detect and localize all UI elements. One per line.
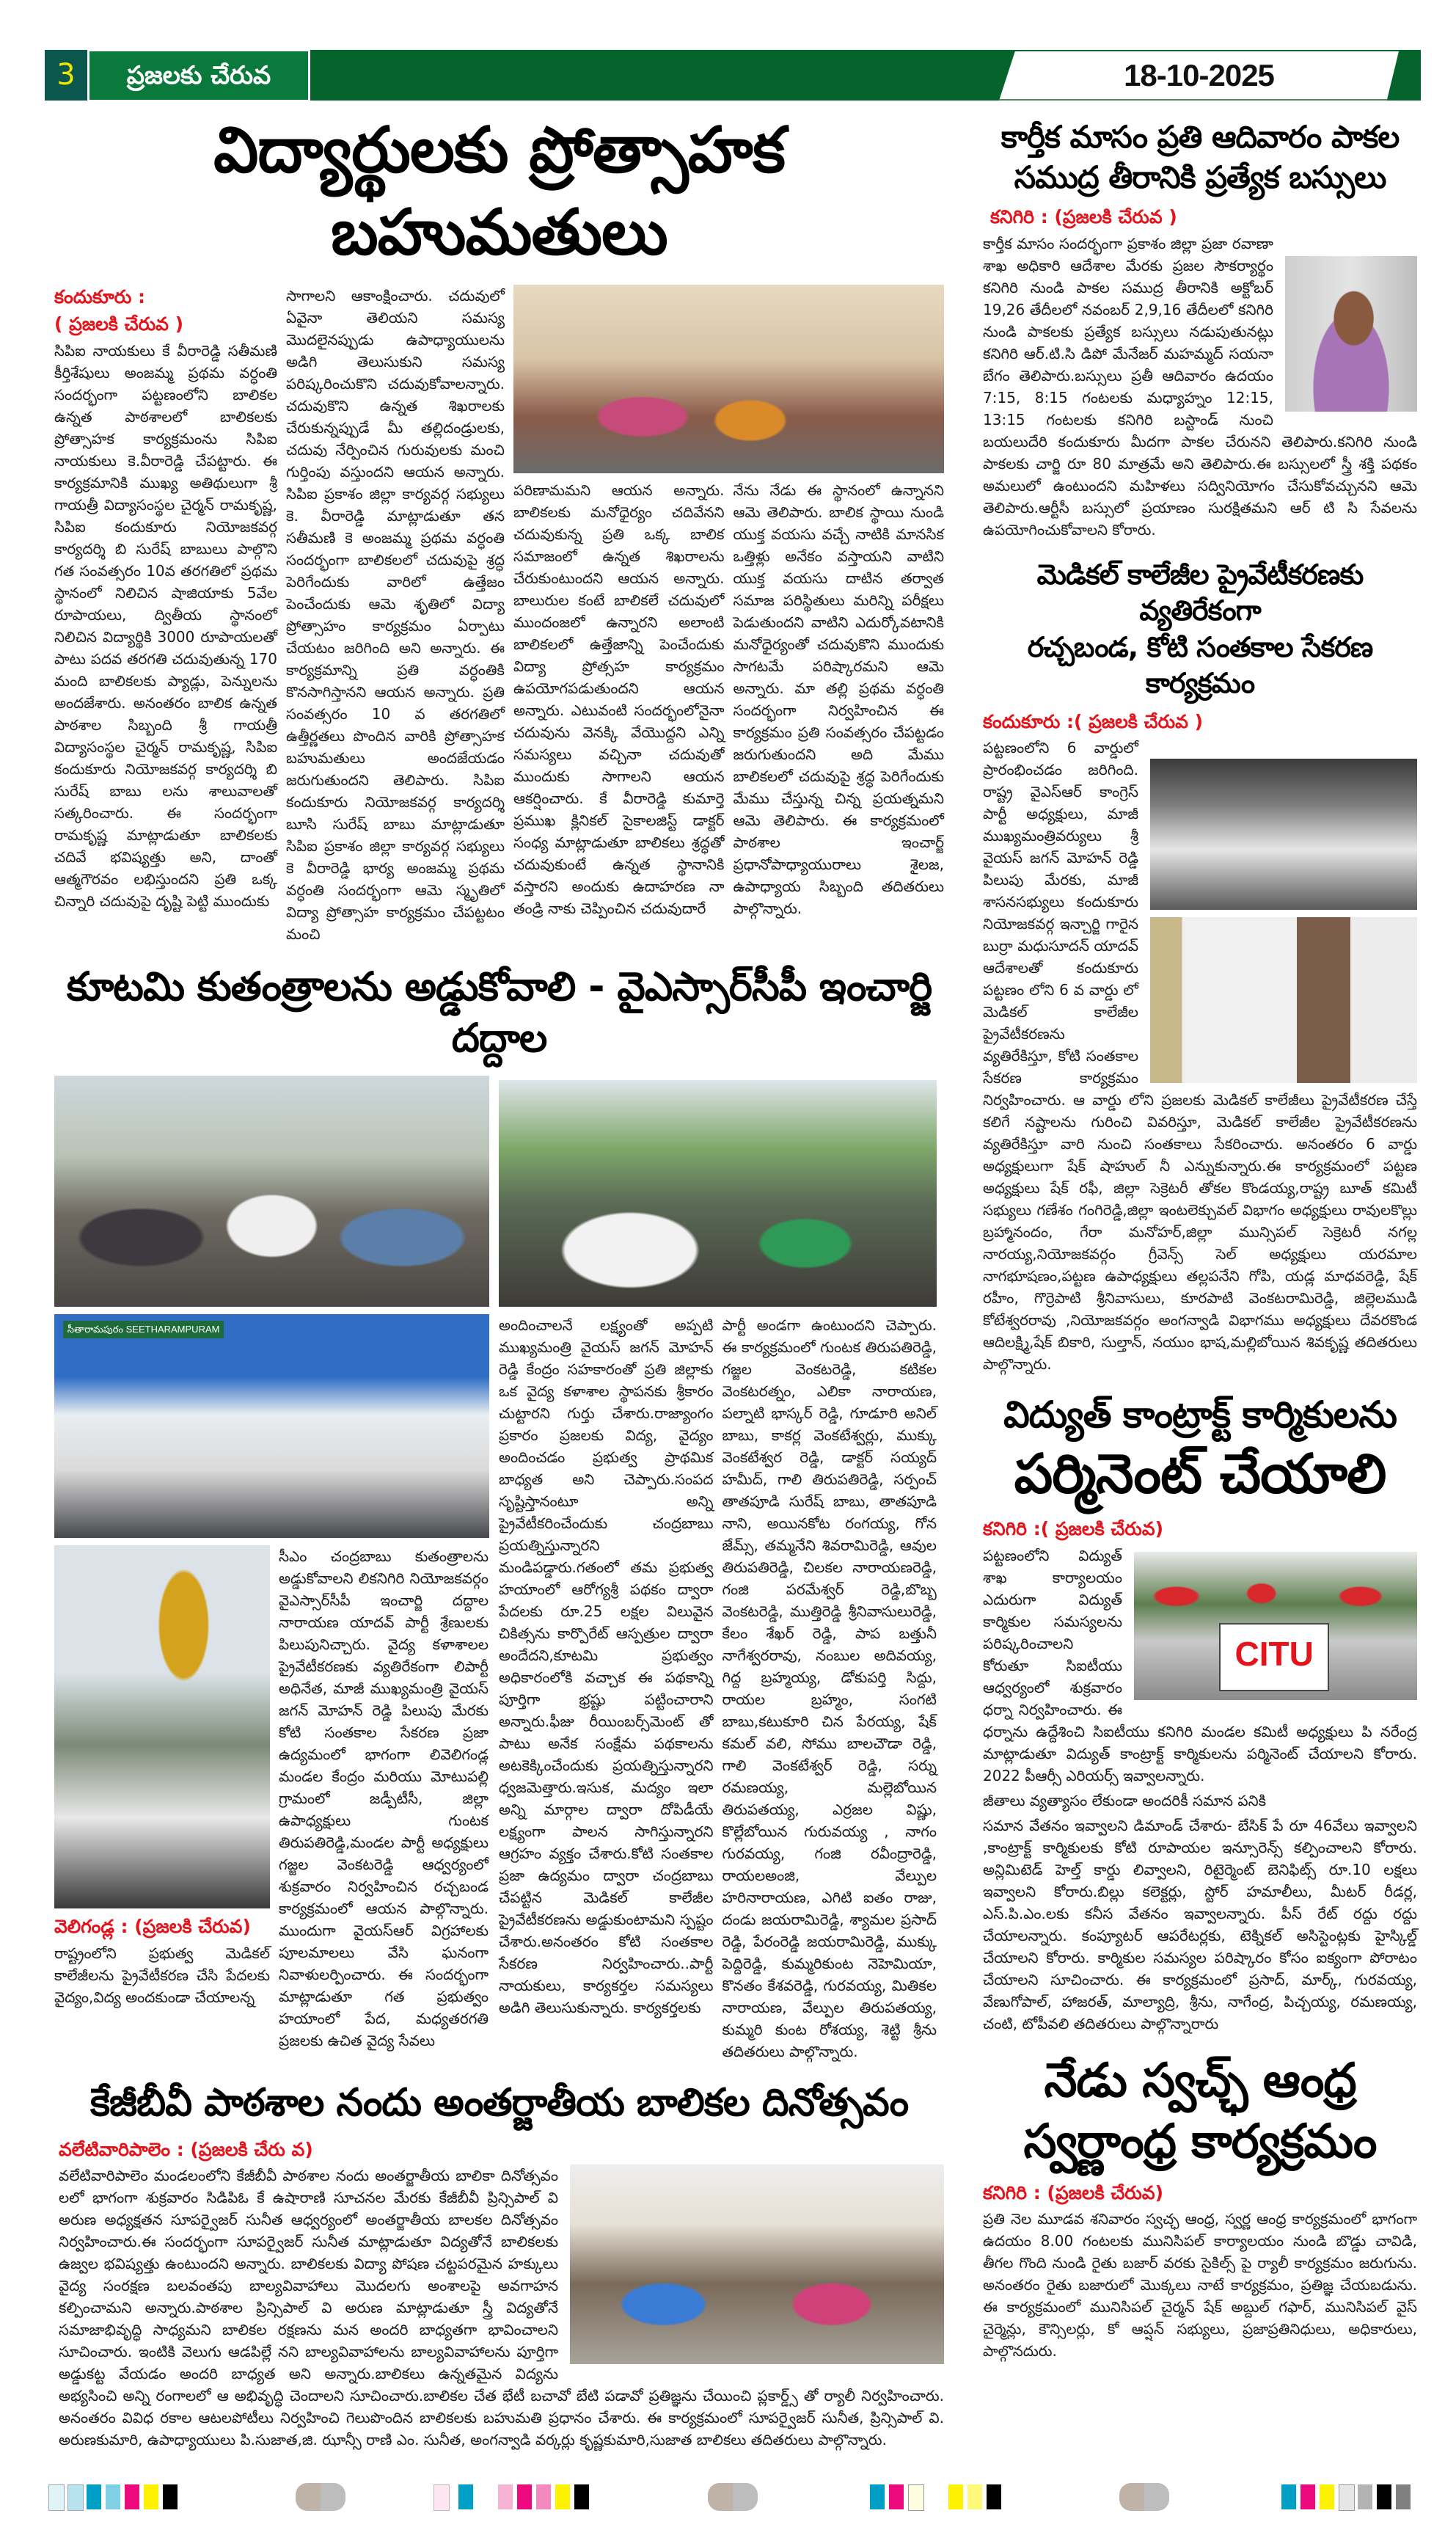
citu-banner-text: CITU: [1234, 1635, 1314, 1674]
article-column: పరిణామమని ఆయన అన్నారు. బాలికలకు మనోధైర్యం చదివేనని చదువుకున్న ప్రతి ఒక్క బాలిక సమాజంలో ఉన్నత శిఖరాలను చేరుకుంటుందని ఆయన అన్నారు. బాలురుల కంటే బాలికలే చదువులో ముందంజలో ఉన్నారని అలాంటి బాలికలలో ఉత్తేజాన్ని పెంచేందుకు విద్యా ప్రోత్సహ కార్యక్రమం ఉపయోగపడుతుందని ఆయన అన్నారు. ఎటువంటి సందర్భంలోనైనా చదువును వెనక్కి వేయొద్దని ఎన్ని సమస్యలు వచ్చినా చదువుతో ముందుకు సాగాలని ఆయన ఆకర్షించారు. కే వీరారెడ్డి కుమార్తె ప్రముఖ క్లినికల్ సైకాలజిస్ట్ డాక్టర్ సంధ్య మాట్లాడుతూ బాలికలు శ్రద్ధతో చదువుకుంటే ఉన్నత స్థానానికి వస్తారని అందుకు ఉదాహరణ నా తండ్రి నాకు చెప్పించిన చదువుదారే: [513, 481, 725, 917]
registration-pill: [1119, 2483, 1169, 2511]
color-swatch: [870, 2484, 885, 2509]
article-text: కార్తీక మాసం సందర్భంగా ప్రకాశం జిల్లా ప్రజా రవాణా శాఖ అధికారి ఆదేశాల మేరకు ప్రజల సౌకర్యార్థం కనిగిరి నుండి పాకల సముద్ర తీరానికి అక్టోబర్ 19,26 తేదీలలో నవంబర్ 2,9,16 తేదీలలో కనిగిరి నుండి పాకలకు ప్రత్యేక బస్సులు నడుపుతునట్లు కనిగిరి ఆర్.టి.సి డిపో మేనేజర్ మహమ్మద్ సయనా బేగం తెలిపారు.బస్సులు ప్రతీ ఆదివారం ఉదయం 7:15, 8:15 గంటలకు మధ్యాహ్నం 12:15, 13:15 గంటలకు కనిగిరి బస్టాండ్ నుంచి బయలుదేరి కందుకూరు మీదగా పాకల చేరునని తెలిపారు.కనిగిరి నుండి పాకలకు చార్జి రూ 80 మాత్రమే అని తెలిపారు.ఈ బస్సులలో స్త్రీ శక్తి పథకం అమలులో ఉంటుందని మహిళలు సద్వినియోగం చేసుకోవచ్చునని ఆమె తెలిపారు.ఆర్టీసీ బస్సులో ప్రయాణం సురక్షితమని ఆర్ టి సి సేవలను ఉపయోగించుకోవాలని కోరారు.: [983, 234, 1417, 539]
photo-girls-rally: [570, 2165, 944, 2364]
article-column: రాష్ట్రంలోని ప్రభుత్వ మెడికల్ కాలేజీలను ప్రైవేటీకరణ చేసి పేదలకు వైద్యం,విద్య అందకుండా చేయాలన్న: [54, 1944, 270, 2006]
photo-stack: [1150, 759, 1417, 1083]
article-students: [54, 285, 944, 948]
dateline-place: కందుకూరు :: [54, 285, 145, 307]
color-swatch: [1377, 2484, 1391, 2509]
color-swatch: [908, 2484, 924, 2511]
color-swatch: [987, 2484, 1001, 2509]
photo-statue-garlanding: [54, 1076, 489, 1307]
ysrcp-left-half: [54, 1076, 489, 2054]
article-buses: [983, 233, 1417, 544]
issue-date: 18-10-2025: [1124, 58, 1274, 92]
page-number: 3: [45, 50, 87, 101]
photo-depot-manager: [1285, 256, 1417, 412]
masthead: [0, 0, 1456, 110]
color-swatch: [1339, 2484, 1355, 2511]
color-swatch: [163, 2484, 178, 2509]
color-swatch: [517, 2484, 532, 2509]
headline-swachh: [983, 2051, 1417, 2173]
ysrcp-statue-column: [54, 1545, 270, 2011]
registration-pill: [708, 2483, 758, 2511]
headline-line: నేడు స్వచ్ఛ్ ఆంధ్ర: [1044, 2054, 1356, 2109]
dateline-buses: కనిగిరి : (ప్రజలకి చేరువ ): [990, 206, 1177, 228]
color-swatch: [967, 2484, 982, 2509]
article-column: సీఎం చంద్రబాబు కుతంత్రాలను అడ్డుకోవాలని లికనిగిరి నియోజకవర్గం వైఎస్సార్‌సీపీ ఇంచార్జి దద్దాల నారాయణ యాదవ్ పార్టీ శ్రేణులకు పిలుపునిచ్చారు. వైద్య కళాశాలల ప్రైవేటీకరణకు వ్యతిరేకంగా లిపార్టీ అధినేత, మాజీ ముఖ్యమంత్రి వైయస్ జగన్ మోహన్ రెడ్డి పిలుపు మేరకు కోటి సంతకాల సేకరణ ప్రజా ఉద్యమంలో భాగంగా లివెలిగండ్ల మండల కేంద్రం మరియు మోటుపల్లి గ్రామంలో జడ్పీటీసీ, జిల్లా ఉపాధ్యక్షులు గుంటక తిరుపతిరెడ్డి,మండల పార్టీ అధ్యక్షులు గజ్జల వెంకటరెడ్డి ఆధ్వర్యంలో శుక్రవారం నిర్వహించిన రచ్చబండ కార్యక్రమంలో ఆయన పాల్గొన్నారు. ముందుగా వైయస్ఆర్ విగ్రహాలకు పూలమాలలు వేసి ఘనంగా నివాళులర్పించారు. ఈ సందర్భంగా మాట్లాడుతూ గత ప్రభుత్వం హయాంలో పేద, మధ్యతరగతి ప్రజలకు ఉచిత వైద్య సేవలు: [279, 1547, 489, 2049]
article-column: అందించాలనే లక్ష్యంతో అప్పటి ముఖ్యమంత్రి వైయస్ జగన్ మోహన్ రెడ్డి కేంద్రం సహకారంతో ప్రతి జిల్లాకు ఒక వైద్య కళాశాల స్థాపనకు శ్రీకారం చుట్టారని గుర్తు చేశారు.రాజ్యాంగం ప్రకారం ప్రజలకు విద్య, వైద్యం అందించడం ప్రభుత్వ ప్రాథమిక బాధ్యత అని చెప్పారు.సంపద సృష్టిస్తానంటూ అన్ని ప్రైవేటీకరించేందుకు చంద్రబాబు ప్రయత్నిస్తున్నారని మండిపడ్డారు.గతంలో తమ ప్రభుత్వ హయాంలో ఆరోగ్యశ్రీ పథకం ద్వారా పేదలకు రూ.25 లక్షల విలువైన చికిత్సను కార్పొరేట్ ఆస్పత్రుల ద్వారా అందేదని,కూటమి ప్రభుత్వం అధికారంలోకి వచ్చాక ఈ పథకాన్ని పూర్తిగా భ్రష్టు పట్టించారాని అన్నారు.ఫీజు రీయింబర్స్‌మెంట్ తో పాటు అనేక సంక్షేమ పథకాలను అటకెక్కించేందుకు ప్రయత్నిస్తున్నారని ధ్వజమెత్తారు.ఇసుక, మద్యం ఇలా అన్ని మార్గాల ద్వారా దోపిడీయే లక్ష్యంగా పాలన సాగిస్తున్నారని ఆగ్రహం వ్యక్తం చేశారు.కోటి సంతకాల ప్రజా ఉద్యమం ద్వారా చంద్రబాబు చేపట్టిన మెడికల్ కాలేజీల ప్రైవేటీకరణను అడ్డుకుంటామని స్పష్టం చేశారు.అనంతరం కోటి సంతకాల సేకరణ నిర్వహించారు..పార్టీ నాయకులు, కార్యకర్తల సమస్యలు అడిగి తెలుసుకున్నారు. కార్యకర్తలకు: [499, 1316, 714, 2016]
color-swatch: [1396, 2484, 1411, 2509]
headline-line: మెడికల్ కాలేజీల ప్రైవేటీకరణకు వ్యతిరేకంగా: [1036, 558, 1364, 627]
color-swatch: [144, 2484, 158, 2509]
headline-line: రచ్చబండ, కోటి సంతకాల సేకరణ కార్యక్రమం: [1027, 630, 1373, 700]
headline-buses: [983, 117, 1417, 197]
right-column: [983, 110, 1417, 2365]
dateline-swachh: కనిగిరి : (ప్రజలకి చేరువ): [983, 2181, 1164, 2203]
article-medical: [983, 737, 1417, 1378]
article-paragraph: జీతాలు వ్యత్యాసం లేకుండా అందరికీ సమాన పనికి: [983, 1792, 1267, 1810]
ysrcp-right-columns: [499, 1314, 937, 2065]
color-swatch: [555, 2484, 570, 2509]
article-column: పార్టీ అండగా ఉంటుందని చెప్పారు. ఈ కార్యక్రమంలో గుంటక తిరుపతిరెడ్డి, గజ్జల వెంకటరెడ్డి, కటికల వెంకటరత్నం, ఎలికా నారాయణ, పల్నాటి భాస్కర్ రెడ్డి, గూడూరి అనిల్ బాబు, కాకర్ల వెంకటేశ్వర్లు, ముక్కు వెంకటేశ్వర రెడ్డి, డాక్టర్ సయ్యద్ హమీద్, గాలి తిరుపతిరెడ్డి, సర్పంచ్ తాతపూడి సురేష్ బాబు, తాతపూడి నాని, అయినకోట రంగయ్య, గోన జేమ్స్, తమ్మనేని శివరామిరెడ్డి, ఆవుల తిరుపతిరెడ్డి, చిలకల నారాయణరెడ్డి, గంజి పరమేశ్వర్ రెడ్డి,బొబ్బ వెంకటరెడ్డి, ముత్తిరెడ్డి శ్రీనివాసులురెడ్డి, కేలం శేఖర్ రెడ్డి, పాప బత్తునీ నాగేశ్వరరావు, నంబుల అదివయ్య, గిద్ద బ్రహ్మయ్య, డోకుపర్తి సిద్దు, రాయల బ్రహ్మం, సంగటి బాబు,కటుకూరి చిన పేరయ్య, షేక్ కమల్ వలి, సోము బాలచౌడా రెడ్డి, గాలి వెంకటేశ్వర్ రెడ్డి, సర్ను రమణయ్య, మల్లెబోయిన తిరుపతయ్య, ఎర్రజల విష్ణు, కొల్లేబోయిన గురువయ్య , నాగం గురవయ్య, గంజి రవీంద్రారెడ్డి, రాయలఅంజి, వేల్పుల హరినారాయణ, ఎగిటి ఐతం రాజు, దండు జయరామిరెడ్డి, శ్యామల ప్రసాద్ రెడ్డి, పేరంరెడ్డి జయరామిరెడ్డి, ముక్కు పెద్దిరెడ్డి, కుమ్మరికుంట నెహెమియా, కొనతం కేశవరెడ్డి, గురవయ్య, మితికల నారాయణ, వేల్పుల తిరుపతయ్య, కుమ్మరి కుంట రోశయ్య, శెట్టి శ్రీను తదితరులు పాల్గొన్నారు.: [722, 1316, 937, 2060]
color-swatch: [1281, 2484, 1296, 2509]
article-text: వలేటివారిపాలెం మండలంలోని కేజీబీవీ పాఠశాల నందు అంతర్జాతీయ బాలికా దినోత్సవం లలో భాగంగా శుక్రవారం సిడిపిఓ కే ఉషారాణి సూచనల మేరకు కేజీబీవీ ప్రిన్సిపాల్ వి అరుణ అధ్యక్షతన సూపర్వైజర్ సునీత ఆధ్వర్యంలో అంతర్జాతీయ బాలకల దినోత్సవం నిర్వహించారు.ఈ సందర్భంగా సూపర్వైజర్ సునీత మాట్లాడుతూ విద్యతోనే బాలికలకు ఉజ్వల భవిష్యత్తు ఉంటుందని అన్నారు. బాలికలకు విద్యా పోషణ చట్టపరమైన హక్కులు వైద్య సంరక్షణ బలవంతపు బాల్యవివాహాలు మొదలగు అంశాలపై అవగాహన కల్పించామని అన్నారు.పాఠశాల ప్రిన్సిపాల్ వి అరుణ మాట్లాడుతూ స్త్రీ విద్యతోనే సమాజాభివృద్ధి సాధ్యమని బాలికల రక్షణను మన అందరి బాధ్యతగా భావించాలని సూచించారు. ఇంటికి వెలుగు ఆడపిల్లే నని బాల్యవివాహాలను బాల్యవివాహాలను పూర్తిగా అడ్డుకట్ట వేయడం అందరి బాధ్యత అని అన్నారు.బాలికలు ఉన్నతమైన విద్యను అభ్యసించి అన్ని రంగాలలో ఆ అభివృద్ధి చెందాలని సూచించారు.బాలికల చేత భేటీ బచావో బేటి పడావో ప్రతిజ్ఞను చేయించి ప్లకార్డ్స్ తో ర్యాలీ నిర్వహించారు. అనంతరం వివిధ రకాల ఆటలపోటీలు నిర్వహించి గెలుపొందిన బాలికలకు బహుమతి ప్రధానం చేశారు. ఈ కార్యక్రమంలో సూపర్వైజర్ సునీత, ప్రిన్సిపాల్ వి. అరుణకుమారి, ఉపాధ్యాయులు పి.సుజాత,జి. ఝాన్సీ రాణి ఎం. సునీత, అంగన్వాడి వర్కర్లు కృష్ణకుమారి,సుజాత బాలికలు తదితరులు పాల్గొన్నారు.: [59, 2167, 944, 2449]
students-lower-columns: [513, 479, 944, 922]
dateline-electricity: కనిగిరి :( ప్రజలకి చేరువ): [983, 1518, 1164, 1540]
headline-students: విద్యార్థులకు ప్రోత్సాహక బహుమతులు: [213, 114, 785, 269]
article-text: పట్టణంలోని 6 వార్డులో ప్రారంభించడం జరిగింది. రాష్ట్ర వైఎస్ఆర్ కాంగ్రెస్ పార్టీ అధ్యక్షులు, మాజీ ముఖ్యమంత్రివర్యులు శ్రీ వైయస్ జగన్ మోహన్ రెడ్డి పిలుపు మేరకు, మాజీ శాసనసభ్యులు కందుకూరు నియోజకవర్గ ఇన్చార్జి గారైన బుర్రా మధుసూదన్ యాదవ్ ఆదేశాలతో కందుకూరు పట్టణం లోని 6 వ వార్డు లో మెడికల్ కాలేజీల ప్రైవేటీకరణను వ్యతిరేకిస్తూ, కోటి సంతకాల సేకరణ కార్యక్రమం నిర్వహించారు. ఆ వార్డు లోని ప్రజలకు మెడికల్ కాలేజీలు ప్రైవేటీకరణ చేస్తే కలిగే నష్టాలను గురించి వివరిస్తూ, మెడికల్ కాలేజీల ప్రైవేటీకరణను వ్యతిరేకిస్తూ వారి నుంచి సంతకాలు సేకరించారు. అనంతరం 6 వార్డు అధ్యక్షులుగా షేక్ షాహుల్ నీ ఎన్నుకున్నారు.ఈ కార్యక్రమంలో పట్టణ అధ్యక్షులు షేక్ రఫీ, జిల్లా సెక్రెటరీ తోకల కొండయ్య,రాష్ట్ర బూత్ కమిటీ సభ్యులు గణేశం గంగిరెడ్డి,జిల్లా ఇంటలెక్చువల్ విభాగం అధ్యక్షులు రావులకొల్లు బ్రహ్మానందం, గేరా మనోహర్,జిల్లా మున్సిపల్ సెక్రెటరీ నగల్ల నారయ్య,నియోజకవర్గం గ్రీవెన్స్ సెల్ అధ్యక్షులు యరమాల నాగభూషణం,పట్టణ ఉపాధ్యక్షులు తల్లపనేని గోపి, యడ్ల మాధవరెడ్డి, షేక్ రహీం, గొర్రెపాటి శ్రీనివాసులు, కూరపాటి వెంకటరామిరెడ్డి, జిల్లెలముడి కోటేశ్వరరావు ,నియోజకవర్గం అంగన్వాడి విభాగము అధ్యక్షులు దేవరకొండ ఆదిలక్ష్మి,షేక్ బికారి, సుల్తాన్, నయుం భాష,మల్లిబోయిన శివకృష్ణ తదితరులు పాల్గొన్నారు.: [983, 739, 1417, 1374]
headline-ysrcp: కూటమి కుతంత్రాలను అడ్డుకోవాలి - వైఎస్సార్‌సీపీ ఇంచార్జి దద్దాల: [66, 963, 932, 1061]
color-swatch: [1320, 2484, 1334, 2509]
dateline-ysrcp: వెలిగండ్ల : (ప్రజలకి చేరువ): [54, 1915, 251, 1937]
photo-signature-drive: [1150, 759, 1417, 910]
ysrcp-left-columns: [54, 1545, 489, 2054]
village-sign: సీతారామపురం SEETHARAMPURAM: [63, 1321, 224, 1338]
color-swatch: [1300, 2484, 1315, 2509]
headline-line: సముద్ర తీరానికి ప్రత్యేక బస్సులు: [1014, 158, 1386, 195]
registration-pill: [296, 2483, 345, 2511]
color-swatch: [948, 2484, 963, 2509]
color-swatch: [48, 2484, 65, 2511]
color-swatch: [458, 2484, 473, 2509]
headline-line: కార్తీక మాసం ప్రతి ఆదివారం పాకల: [1000, 119, 1400, 155]
headline-kgbv: కేజీబీవీ పాఠశాల నందు అంతర్జాతీయ బాలికల దినోత్సవం: [89, 2080, 909, 2125]
photo-signature-pamphlets: [54, 1314, 489, 1538]
color-swatch: [1358, 2484, 1372, 2509]
headline-line: పర్మినెంట్ చేయాలి: [1014, 1443, 1386, 1506]
color-swatch: [889, 2484, 904, 2509]
article-paragraph: సమాన వేతనం ఇవ్వాలని డిమాండ్ చేశారు- బేసిక్ పే రూ 46వేలు ఇవ్వాలని ,కాంట్రాక్ట్ కార్మికులకు కోటి రూపాయల ఇన్సూరెన్స్ కల్పించాలని కోరారు. అన్లిమిటెడ్ హెల్త్ కార్డు లివ్వాలని, రిటైర్మెంట్ బెనిఫిట్స్ రూ.10 లక్షలు ఇవ్వాలని కోరారు.బిల్లు కలెక్టర్లు, స్టోర్ హమాలీలు, మీటర్ రీడర్ల, ఎస్.పి.ఎం.లకు కనీస వేతనం ఇవ్వాలన్నారు. పీస్ రేట్ రద్దు రద్దు చేయాలన్నారు. కంప్యూటర్ ఆపరేటర్లకు, టెక్నికల్ అసిస్టెంట్లకు హైస్కిల్డ్ చేయాలని కోరారు. కార్మికుల సమస్యల పరిష్కారం కోసం ఐక్యంగా పోరాటం చేయాలని సూచించారు. ఈ కార్యక్రమంలో ప్రసాద్, మార్క్, గురవయ్య, వేణుగోపాల్, హాజరత్, మాల్యాద్రి, శ్రీను, నాగేంద్ర, పిచ్చయ్య, రమణయ్య, చంటి, టోపీవలి తదితరులు పాల్గొన్నారారు: [983, 1817, 1417, 2033]
article-column: నేను నేడు ఈ స్థానంలో ఉన్నానని ఆమె తెలిపారు. బాలిక స్థాయి నుండి యుక్త వయసు వచ్చే నాటికి మానసిక ఒత్తిళ్లు అనేకం వస్తాయని వాటిని యుక్త వయసు దాటిన తర్వాత సమాజ పరిస్థితులు మరిన్ని పరీక్షలు పెడుతుందని వాటిని ఎదుర్కోవటానికి మనోధైర్యంతో చదువుకొని ముందుకు సాగటమే పరిష్కారమని ఆమె అన్నారు. మా తల్లి ప్రథమ వర్ధంతి సందర్భంగా నిర్వహించిన ఈ కార్యక్రమం ప్రతి సంవత్సరం చేపట్టడం జరుగుతుందని అది మేము బాలికలలో చదువుపై శ్రద్ధ పెరిగేందుకు మేము చేస్తున్న చిన్న ప్రయత్నమని ఆమె తెలిపారు. ఈ కార్యక్రమంలో పాఠశాల ఇంచార్జ్ ప్రధానోపాధ్యాయురాలు శైలజ, ఉపాధ్యాయ సిబ్బంది తదితరులు పాల్గొన్నారు.: [733, 481, 944, 917]
color-swatch: [67, 2484, 84, 2511]
article-kgbv: [59, 2165, 944, 2454]
color-swatch: [87, 2484, 101, 2509]
headline-medical: [983, 557, 1417, 702]
dateline-medical: కందుకూరు :( ప్రజలకి చేరువ ): [983, 710, 1203, 732]
dateline-source: ( ప్రజలకి చేరువ ): [54, 313, 184, 335]
article-column: సాగాలని ఆకాంక్షించారు. చదువులో ఏవైనా తెలియని సమస్య మొదలైనప్పుడు ఉపాధ్యాయులను అడిగి తెలుసుకుని సమస్య పరిష్కరించుకొని చదువుకోవాలన్నారు. చదువుకొని ఉన్నత శిఖరాలకు చేరుకున్నప్పుడే మీ తల్లిదండ్రులకు, చదువు నేర్పించిన గురువులకు మంచి గుర్తింపు వస్తుందని ఆయన అన్నారు. సిపిఐ ప్రకాశం జిల్లా కార్యవర్గ సభ్యులు కె. వీరారెడ్డి మాట్లాడుతూ తన సతీమణి కె అంజమ్మ ప్రథమ వర్ధంతి సందర్భంగా బాలికలలో చదువుపై శ్రద్ధ పెరిగేందుకు వారిలో ఉత్తేజం పెంచేందుకు ఆమె శృతిలో విద్యా ప్రోత్సాహం కార్యక్రమం ఏర్పాటు చేయటం జరిగింది అని అన్నారు. ఈ కార్యక్రమాన్ని ప్రతి వర్ధంతికి కొనసాగిస్తానని ఆయన అన్నారు. ప్రతి సంవత్సరం 10 వ తరగతిలో ఉత్తీర్ణతలు పొందిన వారికి ప్రోత్సాహక బహుమతులు అందజేయడం జరుగుతుందని తెలిపారు. సిపిఐ కందుకూరు నియోజకవర్గ కార్యదర్శి బూసి సురేష్ బాబు మాట్లాడుతూ సిపిఐ ప్రకాశం జిల్లా కార్యవర్గ సభ్యులు కె వీరారెడ్డి భార్య అంజమ్మ ప్రథమ వర్ధంతి సందర్భంగా ఆమె స్మృతిలో విద్యా ప్రోత్సాహ కార్యక్రమం చేపట్టటం మంచి: [286, 286, 505, 943]
article-ysrcp: [54, 1076, 944, 2065]
main-area: [54, 110, 944, 2454]
students-column-1: [54, 285, 277, 916]
color-swatch: [106, 2484, 120, 2509]
color-swatch: [433, 2484, 450, 2511]
color-swatch: [125, 2484, 139, 2509]
photo-citu-dharna: [1134, 1552, 1417, 1700]
citu-banner: [1219, 1623, 1330, 1691]
dateline-students: [54, 285, 277, 338]
ysrcp-right-half: [499, 1076, 937, 2065]
page-columns: [54, 110, 1417, 2454]
article-text: ప్రతి నెల మూడవ శనివారం స్వచ్ఛ ఆంధ్ర, స్వర్ణ ఆంధ్ర కార్యక్రమంలో భాగంగా ఉదయం 8.00 గంటలకు మునిసిపల్ కార్యాలయం నుండి బొడ్డు చావిడి, తీగల గొంది నుండి రైతు బజార్ వరకు సైకిల్స్ పై ర్యాలీ కార్యక్రమం జరుగును. అనంతరం రైతు బజారులో మొక్కలు నాటే కార్యక్రమం, ప్రతిజ్ఞ చేయబడును. ఈ కార్యక్రమంలో మునిసిపల్ చైర్మన్ షేక్ అబ్దుల్ గఫార్, మునిసిపల్ వైస్ చైర్మెన్లు, కౌన్సిలర్లు, కో ఆప్షన్ సభ్యులు, ప్రజాప్రతినిధులు, అధికారులు, పాల్గొనదురు.: [983, 2210, 1417, 2360]
students-photo-area: [513, 285, 944, 922]
article-column: సిపిఐ నాయకులు కే వీరారెడ్డి సతీమణి కీర్తిశేషులు అంజమ్మ ప్రథమ వర్ధంతి సందర్భంగా పట్టణంలోని బాలికల ఉన్నత పాఠశాలలో బాలికలకు ప్రోత్సాహక కార్యక్రమంను సిపిఐ నాయకులు కె.వీరారెడ్డి చేపట్టారు. ఈ కార్యక్రమానికి ముఖ్య అతిథులుగా శ్రీ గాయత్రీ విద్యాసంస్థల చైర్మన్ రామకృష్ణ, సిపిఐ కందుకూరు నియోజకవర్గ కార్యదర్శి బి సురేష్ బాబులు పాల్గొని గత సంవత్సరం 10వ తరగతిలో ప్రథమ స్థానంలో నిలిచిన షాజియాకు 5వేల రూపాయలు, ద్వితీయ స్థానంలో నిలిచిన విద్యార్థికి 3000 రూపాయలతో పాటు పదవ తరగతి చదువుతున్న 170 మంది బాలికలకు ప్యాడ్లు, పెన్నులను అందజేశారు. అనంతరం బాలిక ఉన్నత పాఠశాల సిబ్బంది శ్రీ గాయత్రీ విద్యాసంస్థల చైర్మన్ రామకృష్ణ, సిపిఐ కందుకూరు నియోజకవర్గ కార్యదర్శి బి సురేష్ బాబు లను శాలువాలతో సత్కరించారు. ఈ సందర్భంగా రామకృష్ణ మాట్లాడుతూ బాలికలకు చదివే భవిష్యత్తు అని, దాంతో ఆత్మగౌరవం లభిస్తుందని ప్రతి ఒక్క చిన్నారి చదువుపై దృష్టి పెట్టి ముందుకు: [54, 342, 277, 911]
headline-electricity: [983, 1391, 1417, 1509]
photo-ysr-statue: [54, 1545, 270, 1908]
paper-name: ప్రజలకు చేరువ: [89, 51, 308, 100]
registration-marks: [0, 2476, 1456, 2527]
dateline-kgbv: వలేటివారిపాలెం : (ప్రజలకి చేరు వ): [59, 2138, 313, 2160]
photo-rachabanda-group: [499, 1080, 937, 1307]
headline-line: స్వర్ణాంధ్ర కార్యక్రమం: [1023, 2115, 1377, 2170]
photo-ward-visit: [1150, 917, 1417, 1083]
article-electricity: [983, 1545, 1417, 2038]
photo-prize-distribution: [513, 285, 944, 473]
article-paragraph: పట్టణంలోని విద్యుత్ శాఖ కార్యాలయం ఎదురుగా విద్యుత్ కార్మికుల సమస్యలను పరిష్కరించాలని కోరుతూ సిఐటీయు ఆధ్వర్యంలో శుక్రవారం ధర్నా నిర్వహించారు. ఈ ధర్నాను ఉద్దేశించి సిఐటీయు కనిగిరి మండల కమిటీ అధ్యక్షులు పి నరేంద్ర మాట్లాడుతూ విద్యుత్ కాంట్రాక్ట్ కార్మికులను పర్మినెంట్ చేయాలని కోరారు. 2022 పీఆర్సీ ఎరియర్స్ ఇవ్వాలన్నారు.: [983, 1547, 1417, 1785]
color-swatch: [536, 2484, 551, 2509]
headline-line: విద్యుత్ కాంట్రాక్ట్ కార్మికులను: [1003, 1393, 1397, 1437]
color-swatch: [498, 2484, 513, 2509]
color-swatch: [574, 2484, 589, 2509]
